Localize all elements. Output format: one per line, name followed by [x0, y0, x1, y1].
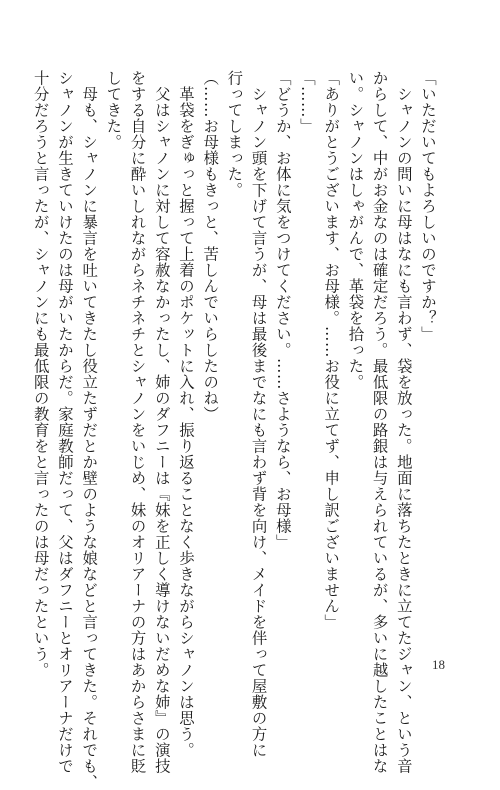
text-line: シャノンが生きていけたのは母がいたからだ。家庭教師だって、父はダフニーとオリアーナだけで	[55, 70, 74, 774]
page-number: 18	[432, 657, 445, 672]
text-line: 革袋をぎゅっと握って上着のポケットに入れ、振り返ることなく歩きながらシャノンは思う。	[176, 70, 195, 758]
text-line: 父はシャノンに対して容赦なかったし、姉のダフニーは『妹を正しく導けないだめな姉』の演技	[152, 70, 171, 774]
text-line: 母も、シャノンに暴言を吐いてきたし役立たずだとか壁のような娘などと言ってきた。それでも、	[80, 70, 99, 790]
text-line: 「ありがとうございます、お母様。……お役に立てず、申し訳ございません」	[322, 70, 341, 630]
text-line: 十分だろうと言ったが、シャノンにも最低限の教育をと言ったのは母だったという。	[31, 70, 50, 678]
text-line: してきた。	[104, 70, 123, 150]
text-line: （……お母様もきっと、苦しんでいらしたのね）	[201, 70, 220, 422]
text-line: からして、中がお金なのは確定だろう。最低限の路銀は与えられているが、多いに越したことはな	[370, 70, 389, 774]
text-line: 行ってしまった。	[225, 70, 244, 198]
text-line: い。シャノンはしゃがんで、革袋を拾った。	[346, 70, 365, 390]
text-line: 「どうか、お体に気をつけてください。……さようなら、お母様」	[273, 70, 292, 550]
text-line: をする自分に酔いしれながらネチネチとシャノンをいじめ、妹のオリアーナの方はあからさまに貶	[128, 70, 147, 774]
text-line: 「いただいてもよろしいのですか？」	[419, 70, 437, 342]
text-line: 「……」	[297, 70, 316, 134]
text-line: シャノンの問いに母はなにも言わず、袋を放った。地面に落ちたときに立てたジャン、という音	[394, 70, 413, 774]
text-line: シャノン頭を下げて言うが、母は最後までなにも言わず背を向け、メイドを伴って屋敷の方に	[249, 70, 268, 758]
